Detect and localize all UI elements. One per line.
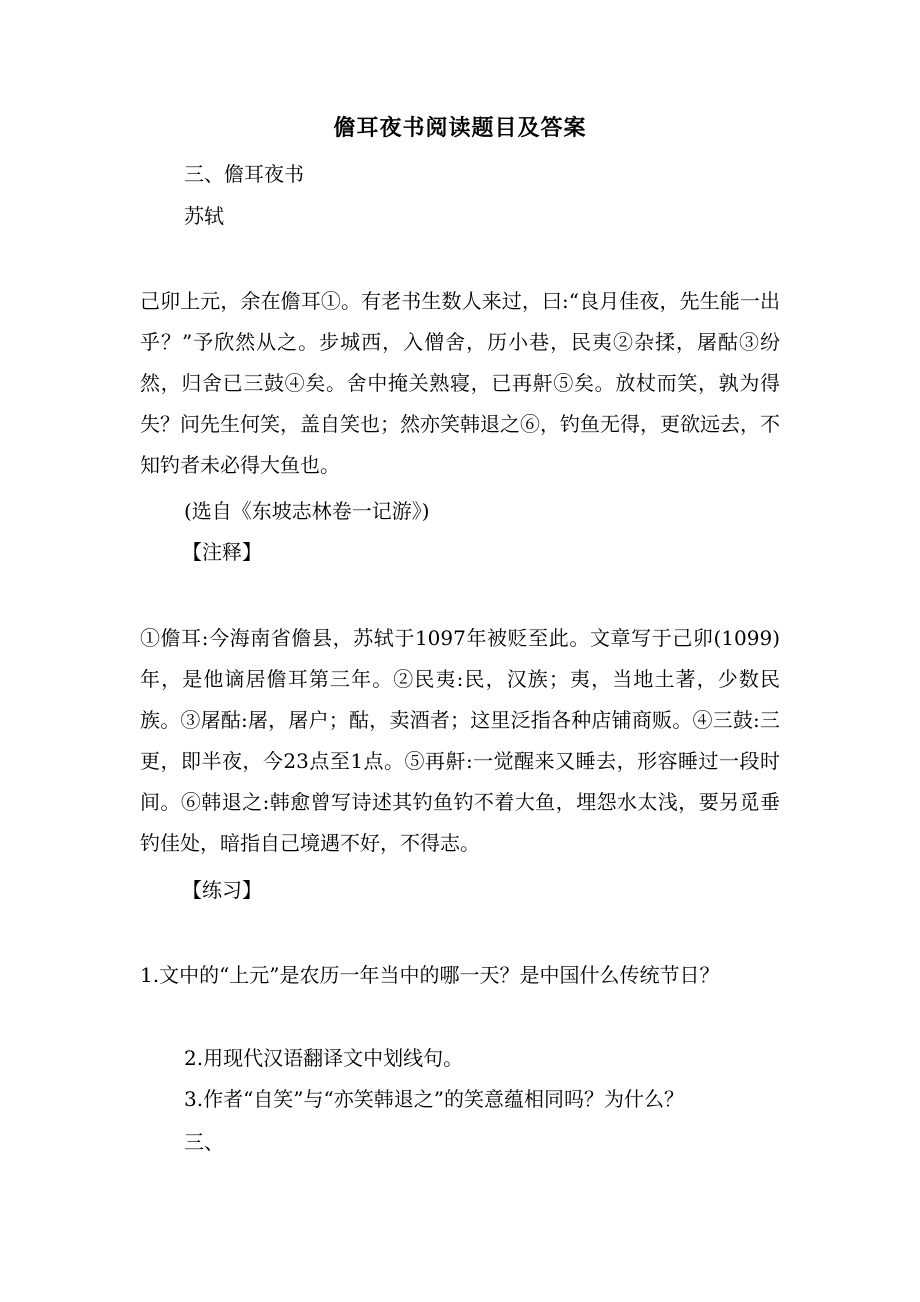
trailing-section-marker: 三、 [184, 1130, 224, 1154]
passage-text: 己卯上元，余在儋耳①。有老书生数人来过，曰:“良月佳夜，先生能一出乎？”予欣然从之。步城西，入僧舍，历小巷，民夷②杂揉，屠酤③纷然，归舍已三鼓④矣。舍中掩关熟寝，已再鼾⑤矣。放杖而笑，孰为得失？问先生何笑，盖自笑也；然亦笑韩退之⑥，钓鱼无得，更欲远去，不知钓者未必得大鱼也。 [140, 289, 780, 477]
question-3: 3.作者“自笑”与“亦笑韩退之”的笑意蕴相同吗？为什么？ [184, 1087, 684, 1111]
page-title: 儋耳夜书阅读题目及答案 [333, 115, 587, 141]
source-citation: (选自《东坡志林卷一记游》) [184, 499, 430, 523]
question-2: 2.用现代汉语翻译文中划线句。 [184, 1046, 464, 1070]
section-heading: 三、儋耳夜书 [184, 162, 304, 186]
notes-heading: 【注释】 [182, 540, 262, 564]
notes-text: ①儋耳:今海南省儋县，苏轼于1097年被贬至此。文章写于己卯(1099)年，是他谪居儋耳第三年。②民夷:民，汉族；夷，当地土著，少数民族。③屠酤:屠，屠户；酤，卖酒者；这里泛指各种店铺商贩。④三鼓:三更，即半夜，今23点至1点。⑤再鼾:一觉醒来又睡去，形容睡过一段时间。⑥韩退之:韩愈曾写诗述其钓鱼钓不着大鱼，埋怨水太浅，要另觅垂钓佳处，暗指自己境遇不好，不得志。 [140, 626, 780, 855]
exercise-heading: 【练习】 [182, 878, 262, 902]
question-1: 1.文中的“上元”是农历一年当中的哪一天？是中国什么传统节日？ [140, 963, 720, 987]
author-name: 苏轼 [184, 204, 224, 228]
